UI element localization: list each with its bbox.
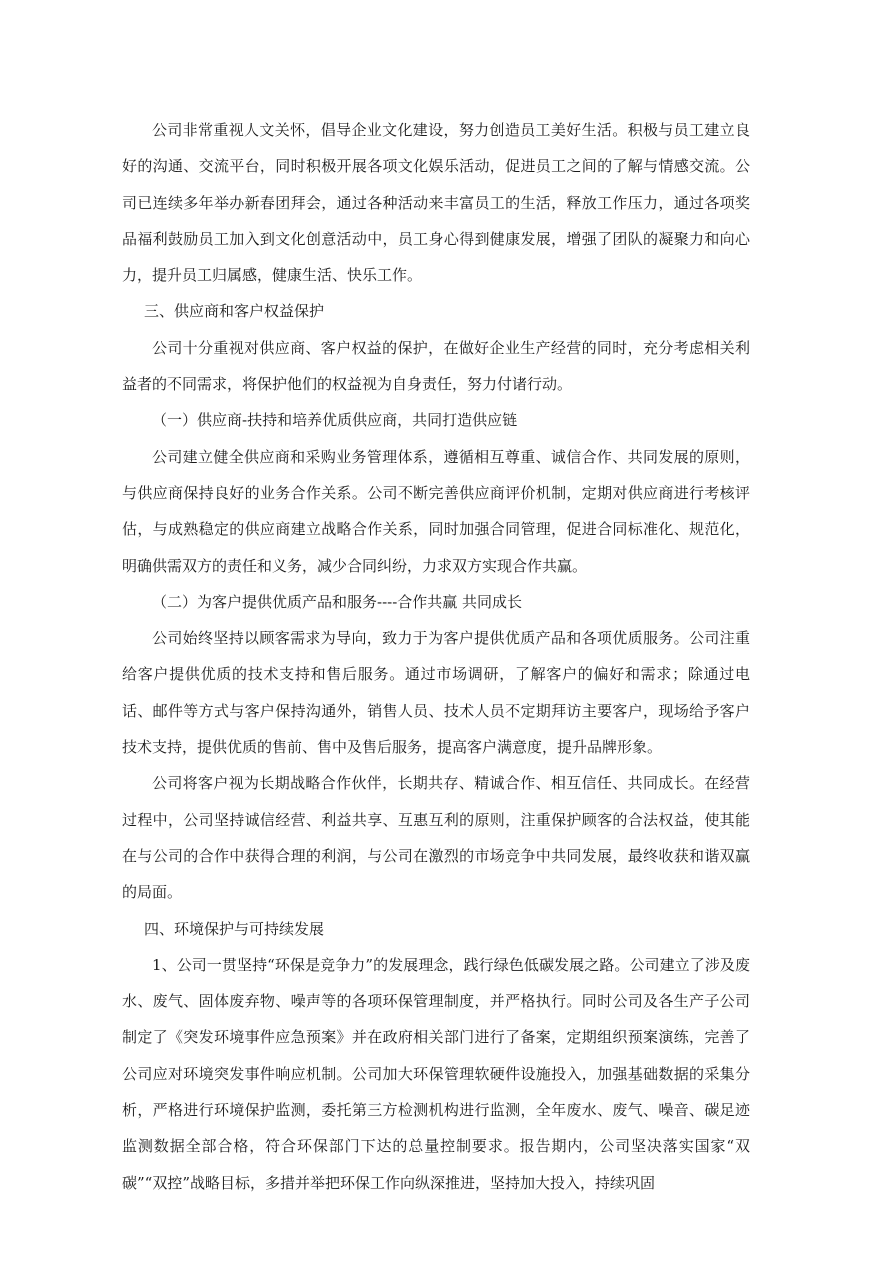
subheading-customers: （二）为客户提供优质产品和服务----合作共赢 共同成长 <box>152 592 523 611</box>
paragraph-humanistic-care: 公司非常重视人文关怀，倡导企业文化建设，努力创造员工美好生活。积极与员工建立良好的沟通、交流平台，同时积极开展各项文化娱乐活动，促进员工之间的了解与情感交流。公司已连续多年举办新春团拜会，通过各种活动来丰富员工的生活，释放工作压力，通过各项奖品福利鼓励员工加入到文化创意活动中，员工身心得到健康发展，增强了团队的凝聚力和向心力，提升员工归属感，健康生活、快乐工作。 <box>122 121 750 285</box>
section-heading-environment: 四、环境保护与可持续发展 <box>144 919 325 938</box>
subheading-suppliers: （一）供应商-扶持和培养优质供应商，共同打造供应链 <box>152 411 518 430</box>
paragraph-customer-service: 公司始终坚持以顾客需求为导向，致力于为客户提供优质产品和各项优质服务。公司注重给客户提供优质的技术支持和售后服务。通过市场调研，了解客户的偏好和需求；除通过电话、邮件等方式与客户保持沟通外，销售人员、技术人员不定期拜访主要客户，现场给予客户技术支持，提供优质的售前、售中及售后服务，提高客户满意度，提升品牌形象。 <box>122 629 750 757</box>
paragraph-customer-partnership: 公司将客户视为长期战略合作伙伴，长期共存、精诚合作、相互信任、共同成长。在经营过程中，公司坚持诚信经营、利益共享、互惠互利的原则，注重保护顾客的合法权益，使其能在与公司的合作中获得合理的利润，与公司在激烈的市场竞争中共同发展，最终收获和谐双赢的局面。 <box>122 774 750 902</box>
section-heading-supplier-customer: 三、供应商和客户权益保护 <box>144 302 325 321</box>
paragraph-stakeholder-rights: 公司十分重视对供应商、客户权益的保护，在做好企业生产经营的同时，充分考虑相关利益者的不同需求，将保护他们的权益视为自身责任，努力付诸行动。 <box>122 338 750 394</box>
paragraph-environmental-policy: 1、公司一贯坚持“环保是竞争力”的发展理念，践行绿色低碳发展之路。公司建立了涉及废水、废气、固体废弃物、噪声等的各项环保管理制度，并严格执行。同时公司及各生产子公司制定了《突发环境事件应急预案》并在政府相关部门进行了备案，定期组织预案演练，完善了公司应对环境突发事件响应机制。公司加大环保管理软硬件设施投入，加强基础数据的采集分析，严格进行环境保护监测，委托第三方检测机构进行监测，全年废水、废气、噪音、碳足迹监测数据全部合格，符合环保部门下达的总量控制要求。报告期内，公司坚决落实国家“双碳”“双控”战略目标，多措并举把环保工作向纵深推进，坚持加大投入，持续巩固 <box>122 955 750 1192</box>
paragraph-supplier-management: 公司建立健全供应商和采购业务管理体系，遵循相互尊重、诚信合作、共同发展的原则，与供应商保持良好的业务合作关系。公司不断完善供应商评价机制，定期对供应商进行考核评估，与成熟稳定的供应商建立战略合作关系，同时加强合同管理，促进合同标准化、规范化，明确供需双方的责任和义务，减少合同纠纷，力求双方实现合作共赢。 <box>122 447 750 575</box>
document-body <box>122 112 750 1201</box>
